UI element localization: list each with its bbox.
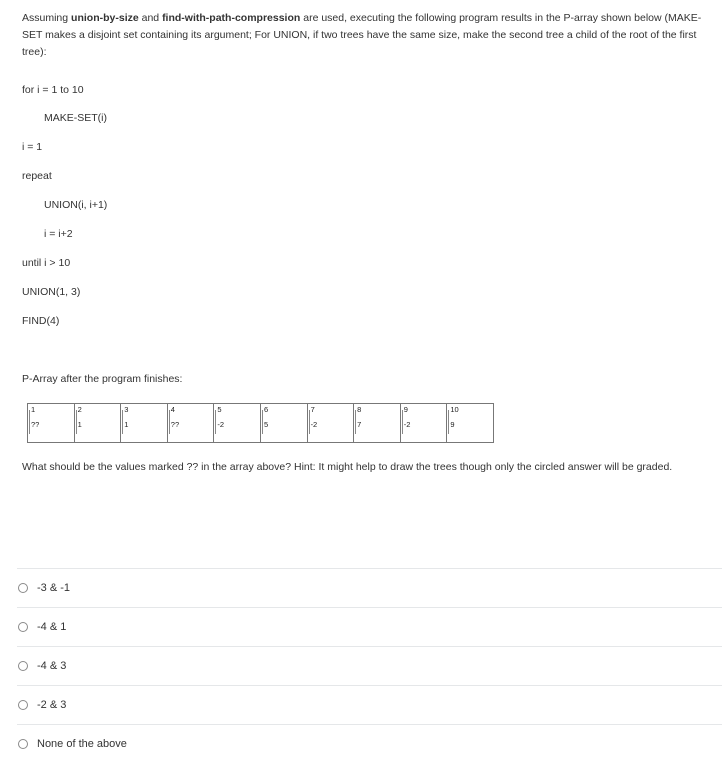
question-prompt [22,10,712,61]
answer-option-3[interactable] [17,646,722,685]
answer-label[interactable]: -3 & -1 [37,582,71,594]
code-line: FIND(4) [22,315,60,327]
parray-table [27,403,494,443]
prompt-bold-2: find-with-path-compression [162,12,301,24]
answer-label[interactable]: -4 & 3 [37,660,67,672]
parray-value: ?? [170,420,180,429]
parray-caption: P-Array after the program finishes: [22,373,183,385]
parray-index: 1 [31,405,36,414]
parray-value: 5 [263,420,269,429]
prompt-text-1: Assuming [22,12,72,24]
parray-value: -2 [217,420,225,429]
answer-option-4[interactable] [17,685,722,724]
parray-index: 3 [124,405,129,414]
prompt-text-3: are used, executing the following program results in the P-array shown below (MAKE-SET makes a disjoint set containing its argument; For UNION, if two trees have the same size, make the second tree a child of the root of the first tree): [22,12,702,58]
parray-value: ?? [31,420,40,429]
radio-button[interactable] [18,583,28,593]
code-line: repeat [22,170,52,182]
parray-index: 6 [263,405,269,414]
parray-index: 7 [310,405,315,414]
parray-cell [120,404,167,442]
code-line: for i = 1 to 10 [22,84,84,96]
code-line: MAKE-SET(i) [44,112,107,124]
code-line: until i > 10 [22,257,71,269]
parray-index: 8 [357,405,362,414]
parray-cell [28,404,74,442]
code-line: UNION(i, i+1) [44,199,108,211]
parray-index: 9 [403,405,408,414]
parray-value: -2 [403,420,411,429]
answer-label[interactable]: -2 & 3 [37,699,67,711]
answer-label[interactable]: -4 & 1 [37,621,67,633]
parray-index: 2 [77,405,82,414]
answer-label[interactable]: None of the above [37,738,127,750]
parray-cell [307,404,354,442]
code-line: i = i+2 [44,228,73,240]
parray-index: 10 [450,405,459,414]
question-text [22,10,712,61]
parray-value: -2 [310,420,318,429]
code-line: UNION(1, 3) [22,286,81,298]
radio-button[interactable] [18,739,28,749]
prompt-bold-1: union-by-size [71,12,139,24]
radio-button[interactable] [18,700,28,710]
answer-option-1[interactable] [17,568,722,607]
answer-option-2[interactable] [17,607,722,646]
parray-value: 1 [124,420,129,429]
parray-cell [446,404,493,442]
parray-cell [260,404,307,442]
parray-cell [74,404,121,442]
parray-cell [213,404,260,442]
parray-cell [400,404,447,442]
code-line: i = 1 [22,141,43,153]
parray-cell [167,404,214,442]
parray-index: 4 [170,405,175,414]
radio-button[interactable] [18,622,28,632]
prompt-text-2: and [138,12,163,24]
parray-value: 1 [77,420,82,429]
answer-choices [17,568,722,763]
parray-index: 5 [217,405,222,414]
radio-button[interactable] [18,661,28,671]
parray-value: 7 [357,420,362,429]
answer-option-5[interactable] [17,724,722,763]
parray-cell [353,404,400,442]
question-hint: What should be the values marked ?? in the array above? Hint: It might help to draw the trees though only the circled answer will be graded. [22,461,673,473]
parray-value: 9 [450,420,455,429]
